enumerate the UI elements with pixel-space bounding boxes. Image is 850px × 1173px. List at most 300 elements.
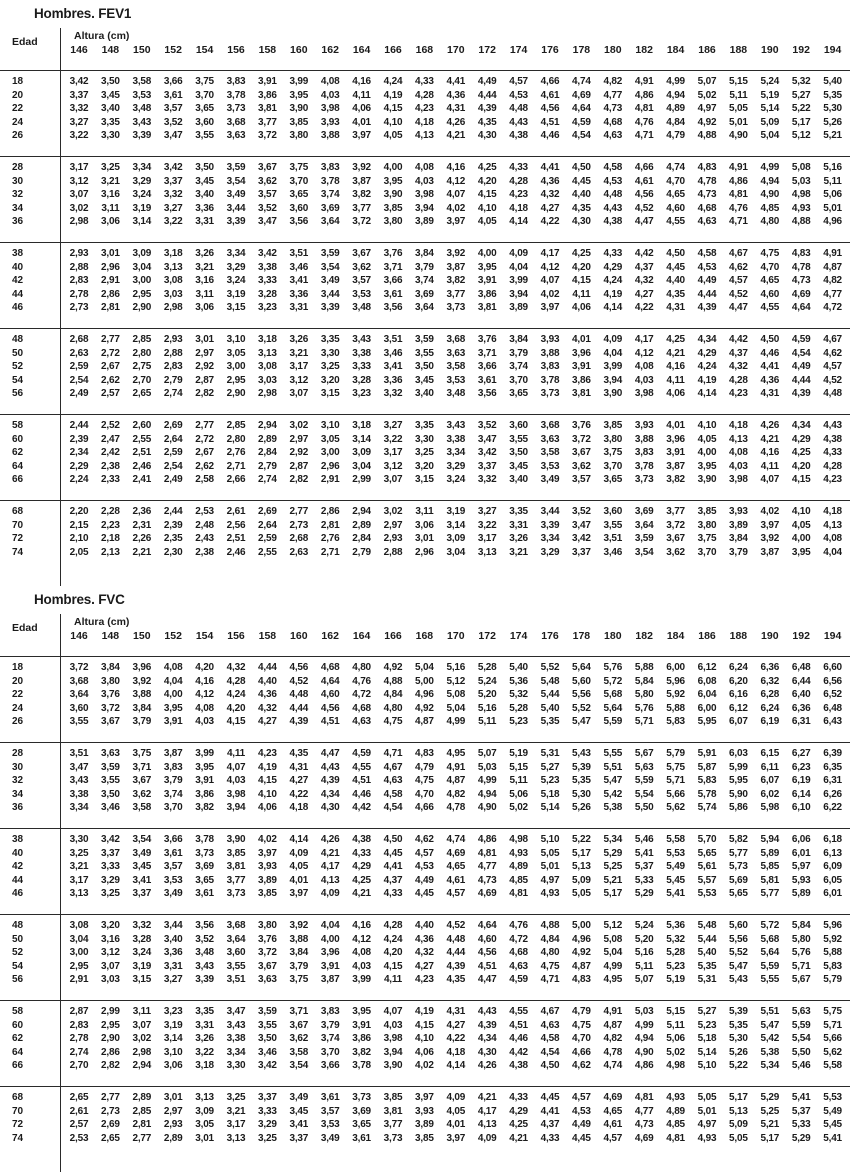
row-group <box>0 328 850 414</box>
value-cell: 2,74 <box>69 1046 89 1058</box>
value-cell: 4,55 <box>352 761 371 773</box>
value-cell: 3,77 <box>226 874 246 886</box>
value-cell: 3,55 <box>226 960 246 972</box>
value-cell: 4,93 <box>540 888 560 900</box>
value-cell: 4,21 <box>760 433 780 445</box>
value-cell: 4,70 <box>666 175 685 187</box>
value-cell: 4,88 <box>697 130 717 142</box>
value-cell: 2,83 <box>69 1019 89 1031</box>
value-cell: 5,30 <box>729 1033 748 1045</box>
value-cell: 5,81 <box>760 874 780 886</box>
value-cell: 4,25 <box>352 874 371 886</box>
value-cell: 2,88 <box>163 347 183 359</box>
value-cell: 4,27 <box>540 202 560 214</box>
value-cell: 3,91 <box>163 716 183 728</box>
age-cell: 28 <box>12 748 24 759</box>
value-cell: 5,83 <box>666 716 685 728</box>
value-cell: 6,36 <box>760 662 780 673</box>
value-cell: 5,64 <box>572 662 591 673</box>
value-cell: 2,98 <box>132 1046 152 1058</box>
value-cell: 3,26 <box>195 1033 214 1045</box>
value-cell: 3,20 <box>415 460 434 472</box>
value-cell: 5,37 <box>791 1105 811 1117</box>
value-cell: 4,44 <box>258 662 277 673</box>
value-cell: 3,75 <box>195 76 214 87</box>
value-cell: 3,23 <box>352 388 371 400</box>
value-cell: 4,61 <box>446 874 466 886</box>
value-cell: 3,91 <box>572 361 591 373</box>
value-cell: 5,00 <box>572 920 591 931</box>
value-cell: 3,77 <box>258 116 277 128</box>
value-cell: 3,77 <box>446 288 466 300</box>
table-row <box>0 774 850 788</box>
value-cell: 3,76 <box>572 420 591 431</box>
value-cell: 4,22 <box>289 788 309 800</box>
value-cell: 2,31 <box>132 519 152 531</box>
value-cell: 4,51 <box>477 960 497 972</box>
value-cell: 3,68 <box>226 116 246 128</box>
value-cell: 4,63 <box>509 960 528 972</box>
value-cell: 3,37 <box>163 175 183 187</box>
height-header-cell: 186 <box>698 44 716 56</box>
value-cell: 3,62 <box>666 546 685 558</box>
value-cell: 4,78 <box>697 175 717 187</box>
value-cell: 4,63 <box>603 130 623 142</box>
value-cell: 5,05 <box>697 1092 717 1103</box>
value-cell: 4,03 <box>415 175 434 187</box>
value-cell: 3,47 <box>258 216 277 228</box>
value-cell: 5,15 <box>666 1006 685 1017</box>
value-cell: 3,25 <box>320 361 340 373</box>
value-cell: 4,68 <box>352 702 371 714</box>
value-cell: 4,53 <box>572 1105 591 1117</box>
value-cell: 4,11 <box>760 460 779 472</box>
value-cell: 4,76 <box>729 202 748 214</box>
value-cell: 3,32 <box>163 189 183 201</box>
value-cell: 3,50 <box>101 76 120 87</box>
value-cell: 2,95 <box>132 288 152 300</box>
value-cell: 4,79 <box>666 130 685 142</box>
value-cell: 4,23 <box>729 388 748 400</box>
value-cell: 2,54 <box>163 460 183 472</box>
height-header-cell: 184 <box>666 630 685 642</box>
value-cell: 3,27 <box>163 202 183 214</box>
value-cell: 2,93 <box>69 248 89 259</box>
value-cell: 4,24 <box>383 76 403 87</box>
value-cell: 5,63 <box>634 761 654 773</box>
value-cell: 4,58 <box>603 162 623 173</box>
table-row <box>0 847 850 861</box>
value-cell: 3,73 <box>352 1092 371 1103</box>
value-cell: 3,93 <box>729 506 748 517</box>
value-cell: 3,55 <box>101 775 120 787</box>
value-cell: 2,57 <box>101 388 120 400</box>
value-cell: 3,86 <box>195 788 214 800</box>
value-cell: 3,45 <box>509 460 528 472</box>
value-cell: 2,39 <box>69 433 89 445</box>
value-cell: 4,15 <box>572 275 591 287</box>
value-cell: 4,38 <box>509 1060 528 1072</box>
value-cell: 3,37 <box>258 1092 277 1103</box>
value-cell: 2,81 <box>320 519 340 531</box>
value-cell: 3,91 <box>320 960 340 972</box>
value-cell: 3,63 <box>226 130 246 142</box>
value-cell: 4,91 <box>729 162 748 173</box>
value-cell: 2,36 <box>132 506 152 517</box>
value-cell: 6,31 <box>791 716 811 728</box>
value-cell: 3,06 <box>163 1060 183 1072</box>
value-cell: 4,07 <box>226 761 246 773</box>
value-cell: 3,58 <box>132 76 152 87</box>
value-cell: 3,86 <box>572 374 591 386</box>
value-cell: 4,95 <box>603 974 623 986</box>
value-cell: 6,24 <box>729 662 748 673</box>
height-header-cell: 194 <box>823 44 842 56</box>
value-cell: 3,65 <box>352 1119 371 1131</box>
value-cell: 4,18 <box>446 1046 466 1058</box>
value-cell: 3,46 <box>383 347 403 359</box>
value-cell: 3,89 <box>415 1119 434 1131</box>
value-cell: 3,04 <box>132 261 152 273</box>
value-cell: 5,26 <box>572 802 591 814</box>
value-cell: 3,42 <box>163 162 183 173</box>
age-cell: 24 <box>12 116 24 128</box>
table-row <box>0 960 850 974</box>
value-cell: 2,76 <box>226 447 246 459</box>
value-cell: 4,98 <box>509 834 528 845</box>
age-cell: 60 <box>12 433 24 445</box>
value-cell: 3,36 <box>163 947 183 959</box>
value-cell: 3,76 <box>383 248 403 259</box>
value-cell: 4,02 <box>540 288 560 300</box>
value-cell: 2,73 <box>69 302 89 314</box>
value-cell: 5,88 <box>634 662 654 673</box>
row-group <box>0 828 850 914</box>
value-cell: 4,76 <box>634 116 654 128</box>
value-cell: 5,89 <box>791 888 811 900</box>
value-cell: 5,01 <box>729 116 748 128</box>
value-cell: 4,19 <box>697 374 717 386</box>
value-cell: 3,17 <box>289 361 309 373</box>
value-cell: 5,29 <box>791 1132 811 1144</box>
value-cell: 2,65 <box>132 388 152 400</box>
value-cell: 3,85 <box>383 1092 403 1103</box>
value-cell: 2,77 <box>101 1092 120 1103</box>
value-cell: 4,39 <box>477 103 497 115</box>
value-cell: 2,74 <box>163 388 183 400</box>
value-cell: 3,40 <box>163 933 183 945</box>
value-cell: 5,14 <box>697 1046 717 1058</box>
value-cell: 2,96 <box>320 460 340 472</box>
value-cell: 5,17 <box>760 1132 780 1144</box>
value-cell: 4,69 <box>446 847 466 859</box>
value-cell: 4,71 <box>383 748 403 759</box>
value-cell: 3,32 <box>132 920 152 931</box>
age-cell: 58 <box>12 1006 24 1017</box>
value-cell: 3,43 <box>352 334 371 345</box>
value-cell: 4,46 <box>760 347 780 359</box>
value-cell: 4,99 <box>760 162 780 173</box>
value-cell: 4,88 <box>383 675 403 687</box>
height-header-cell: 172 <box>478 630 496 642</box>
value-cell: 3,13 <box>258 347 277 359</box>
value-cell: 4,67 <box>383 761 403 773</box>
value-cell: 4,48 <box>509 103 528 115</box>
value-cell: 3,31 <box>289 302 309 314</box>
value-cell: 3,85 <box>289 116 309 128</box>
value-cell: 4,48 <box>603 189 623 201</box>
value-cell: 2,81 <box>132 1119 152 1131</box>
value-cell: 3,30 <box>320 347 340 359</box>
value-cell: 3,70 <box>320 1046 340 1058</box>
value-cell: 3,02 <box>383 506 403 517</box>
value-cell: 3,65 <box>195 103 214 115</box>
table-row <box>0 1091 850 1105</box>
value-cell: 6,48 <box>823 702 842 714</box>
value-cell: 5,02 <box>666 1046 685 1058</box>
table-row <box>0 175 850 189</box>
value-cell: 4,00 <box>477 248 497 259</box>
value-cell: 5,66 <box>666 788 685 800</box>
value-cell: 4,27 <box>289 775 309 787</box>
value-cell: 2,23 <box>101 519 120 531</box>
value-cell: 5,52 <box>729 947 748 959</box>
value-cell: 4,70 <box>415 788 434 800</box>
table-row <box>0 1019 850 1033</box>
value-cell: 3,91 <box>352 1019 371 1031</box>
row-group <box>0 742 850 828</box>
value-cell: 4,62 <box>415 834 434 845</box>
value-cell: 5,71 <box>666 775 685 787</box>
value-cell: 2,41 <box>132 474 152 486</box>
value-cell: 4,17 <box>634 334 654 345</box>
value-cell: 3,11 <box>415 506 434 517</box>
value-cell: 4,71 <box>729 216 748 228</box>
value-cell: 4,80 <box>383 702 403 714</box>
height-header-row <box>0 44 850 58</box>
value-cell: 5,07 <box>634 974 654 986</box>
age-cell: 26 <box>12 716 24 728</box>
value-cell: 3,79 <box>509 347 528 359</box>
value-cell: 4,31 <box>446 103 466 115</box>
value-cell: 2,96 <box>415 546 434 558</box>
value-cell: 5,33 <box>791 1119 811 1131</box>
value-cell: 5,63 <box>791 1006 811 1017</box>
value-cell: 2,54 <box>69 374 89 386</box>
value-cell: 5,32 <box>509 689 528 701</box>
value-cell: 4,90 <box>634 1046 654 1058</box>
value-cell: 4,46 <box>509 1033 528 1045</box>
value-cell: 3,07 <box>101 960 120 972</box>
value-cell: 4,07 <box>446 189 466 201</box>
value-cell: 5,29 <box>760 1092 780 1103</box>
value-cell: 3,71 <box>383 261 403 273</box>
age-cell: 52 <box>12 947 24 959</box>
value-cell: 5,07 <box>477 748 497 759</box>
value-cell: 4,44 <box>446 947 466 959</box>
value-cell: 3,55 <box>258 1019 277 1031</box>
value-cell: 5,80 <box>791 933 811 945</box>
value-cell: 3,96 <box>572 347 591 359</box>
value-cell: 4,69 <box>603 1092 623 1103</box>
value-cell: 3,90 <box>603 388 623 400</box>
value-cell: 3,12 <box>69 175 89 187</box>
value-cell: 4,50 <box>540 1060 560 1072</box>
age-cell: 70 <box>12 519 24 531</box>
value-cell: 2,28 <box>101 506 120 517</box>
value-cell: 3,86 <box>477 288 497 300</box>
value-cell: 4,08 <box>163 662 183 673</box>
value-cell: 3,49 <box>289 1092 309 1103</box>
value-cell: 3,35 <box>415 420 434 431</box>
value-cell: 4,56 <box>477 947 497 959</box>
value-cell: 5,53 <box>697 888 717 900</box>
value-cell: 3,61 <box>352 1132 371 1144</box>
value-cell: 5,39 <box>729 1006 748 1017</box>
value-cell: 4,18 <box>729 420 748 431</box>
age-cell: 52 <box>12 361 24 373</box>
value-cell: 6,07 <box>729 716 748 728</box>
value-cell: 5,25 <box>760 1105 780 1117</box>
value-cell: 4,36 <box>415 933 434 945</box>
value-cell: 3,81 <box>572 388 591 400</box>
table-row <box>0 1059 850 1073</box>
value-cell: 3,43 <box>195 960 214 972</box>
value-cell: 3,45 <box>195 175 214 187</box>
value-cell: 3,51 <box>603 533 623 545</box>
value-cell: 3,50 <box>101 788 120 800</box>
value-cell: 3,37 <box>572 546 591 558</box>
value-cell: 3,69 <box>320 202 340 214</box>
value-cell: 6,19 <box>760 716 780 728</box>
value-cell: 4,63 <box>540 1019 560 1031</box>
value-cell: 3,50 <box>509 447 528 459</box>
value-cell: 6,10 <box>791 802 811 814</box>
value-cell: 4,13 <box>477 1119 497 1131</box>
value-cell: 2,77 <box>101 334 120 345</box>
value-cell: 4,88 <box>540 920 560 931</box>
value-cell: 3,19 <box>132 202 152 214</box>
value-cell: 4,41 <box>383 861 403 873</box>
value-cell: 6,15 <box>760 748 780 759</box>
value-cell: 4,69 <box>634 1132 654 1144</box>
value-cell: 3,78 <box>320 175 340 187</box>
value-cell: 4,81 <box>477 847 497 859</box>
value-cell: 5,69 <box>729 874 748 886</box>
height-header-cell: 176 <box>541 630 559 642</box>
value-cell: 5,07 <box>697 76 717 87</box>
value-cell: 4,03 <box>729 460 748 472</box>
value-cell: 4,01 <box>446 1119 466 1131</box>
table-row <box>0 460 850 474</box>
value-cell: 3,22 <box>383 433 403 445</box>
age-cell: 62 <box>12 1033 24 1045</box>
value-cell: 4,21 <box>509 1132 528 1144</box>
value-cell: 4,12 <box>634 347 654 359</box>
value-cell: 4,91 <box>823 248 842 259</box>
value-cell: 3,27 <box>69 116 89 128</box>
age-cell: 56 <box>12 388 24 400</box>
table-row <box>0 261 850 275</box>
value-cell: 5,16 <box>446 662 466 673</box>
value-cell: 5,05 <box>729 1132 748 1144</box>
value-cell: 4,90 <box>760 189 780 201</box>
value-cell: 2,46 <box>226 546 246 558</box>
value-cell: 3,08 <box>163 275 183 287</box>
value-cell: 4,16 <box>352 920 371 931</box>
value-cell: 6,60 <box>823 662 842 673</box>
value-cell: 5,14 <box>760 103 780 115</box>
value-cell: 5,28 <box>509 702 528 714</box>
value-cell: 3,13 <box>163 261 183 273</box>
value-cell: 2,97 <box>289 433 309 445</box>
value-cell: 3,09 <box>132 248 152 259</box>
value-cell: 4,23 <box>823 474 842 486</box>
value-cell: 4,30 <box>477 130 497 142</box>
value-cell: 3,94 <box>415 202 434 214</box>
table-row <box>0 874 850 888</box>
value-cell: 5,01 <box>540 861 560 873</box>
value-cell: 4,95 <box>446 748 466 759</box>
value-cell: 3,31 <box>163 960 183 972</box>
age-cell: 66 <box>12 474 24 486</box>
value-cell: 5,76 <box>791 947 811 959</box>
value-cell: 3,41 <box>383 361 403 373</box>
value-cell: 3,40 <box>195 189 214 201</box>
value-cell: 3,58 <box>289 1046 309 1058</box>
value-cell: 3,98 <box>226 788 246 800</box>
value-cell: 4,43 <box>477 1006 497 1017</box>
table-row <box>0 1118 850 1132</box>
value-cell: 4,08 <box>634 361 654 373</box>
value-cell: 5,59 <box>634 775 654 787</box>
value-cell: 3,12 <box>101 947 120 959</box>
value-cell: 4,60 <box>666 202 685 214</box>
value-cell: 5,84 <box>634 675 654 687</box>
value-cell: 4,14 <box>603 302 623 314</box>
age-cell: 30 <box>12 761 24 773</box>
value-cell: 3,66 <box>383 275 403 287</box>
value-cell: 5,64 <box>760 947 780 959</box>
value-cell: 4,75 <box>760 248 780 259</box>
value-cell: 4,23 <box>509 189 528 201</box>
value-cell: 3,34 <box>446 447 466 459</box>
value-cell: 4,38 <box>603 216 623 228</box>
value-cell: 5,54 <box>634 788 654 800</box>
value-cell: 3,63 <box>101 748 120 759</box>
value-cell: 3,14 <box>446 519 466 531</box>
height-header-cell: 152 <box>164 630 182 642</box>
table-row <box>0 89 850 103</box>
value-cell: 2,80 <box>132 347 152 359</box>
value-cell: 3,45 <box>132 861 152 873</box>
value-cell: 4,68 <box>320 662 340 673</box>
value-cell: 3,90 <box>289 103 309 115</box>
value-cell: 4,67 <box>729 248 748 259</box>
value-cell: 4,94 <box>666 89 685 101</box>
value-cell: 4,25 <box>572 248 591 259</box>
row-group <box>0 242 850 328</box>
value-cell: 3,26 <box>289 334 309 345</box>
table-row <box>0 887 850 901</box>
value-cell: 3,67 <box>101 716 120 728</box>
value-cell: 4,62 <box>572 1060 591 1072</box>
age-cell: 38 <box>12 248 24 259</box>
value-cell: 5,15 <box>509 761 528 773</box>
height-header-cell: 154 <box>195 630 214 642</box>
value-cell: 5,30 <box>572 788 591 800</box>
height-header-cell: 166 <box>384 44 402 56</box>
